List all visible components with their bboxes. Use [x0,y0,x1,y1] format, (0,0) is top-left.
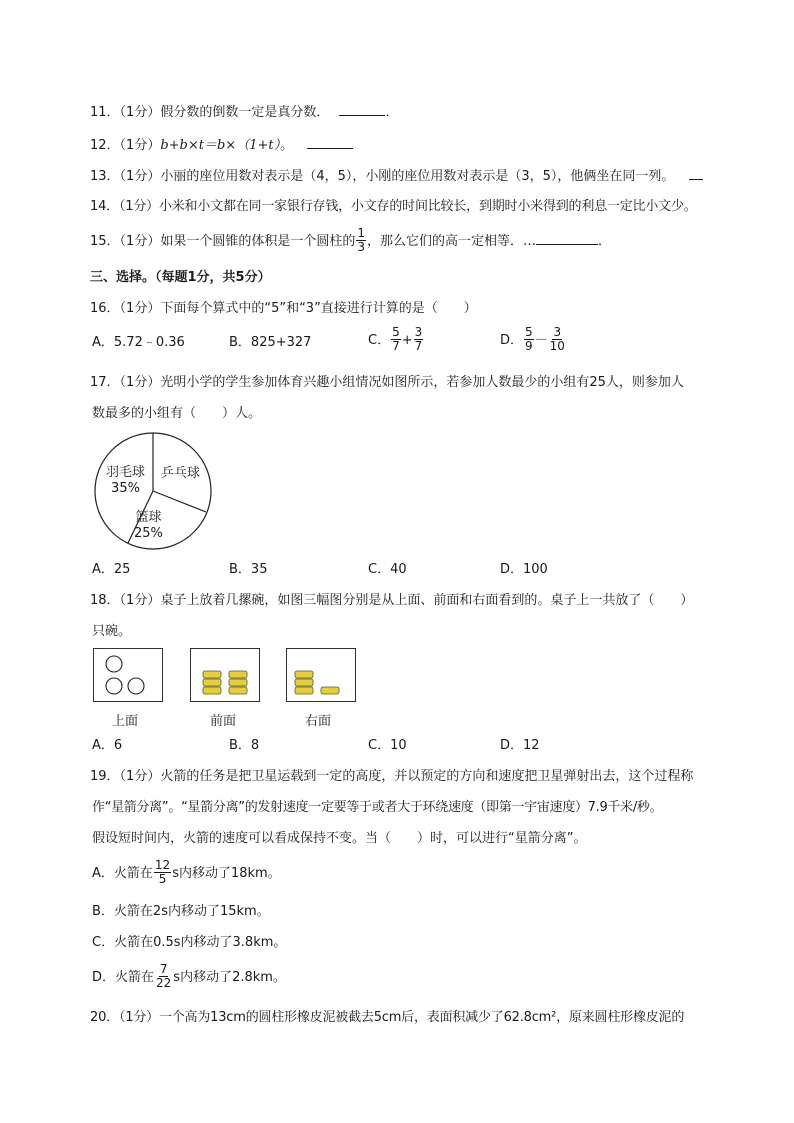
option-a[interactable]: A．火箭在 $\frac{12}{5}$ s内移动了18km。 [92,858,281,886]
question-text: 下面每个算式中的“5”和“3”直接进行计算的是（ ） [160,301,477,316]
option-a[interactable]: A．6 [92,738,123,753]
question-15 [90,228,611,255]
answer-blank[interactable] [307,136,353,149]
bowl [295,687,313,694]
option-b[interactable]: B．火箭在2s内移动了15km。 [92,904,270,919]
question-number: 20． [90,1010,119,1025]
view-caption-top: 上面 [112,714,139,729]
bowl [229,687,247,694]
question-number: 14． [90,199,119,214]
question-number: 16． [90,301,120,316]
question-12 [90,136,353,155]
question-text: 光明小学的学生参加体育兴趣小组情况如图所示，若参加人数最少的小组有25人，则参加人 [160,375,684,390]
question-text-cont: ，那么它们的高一定相等．… [366,234,536,249]
question-number: 12． [90,138,120,153]
question-score: （1分） [119,105,161,120]
front-view-bowls [191,649,259,701]
question-number: 19． [90,769,120,784]
question-score: （1分） [119,169,161,184]
bowl [229,671,247,678]
question-end-mark: ． [385,105,399,120]
question-text-line3: 假设短时间内，火箭的速度可以看成保持不变。当（ ）时，可以进行“星箭分离”。 [92,831,587,846]
option-b[interactable]: B．35 [229,562,268,577]
fraction: $\frac{5}{7}$ [392,325,400,353]
question-text-line2: 只碗。 [92,624,132,639]
bowl [295,671,313,678]
option-c[interactable] [368,327,424,354]
question-number: 18． [90,593,120,608]
view-caption-front: 前面 [210,714,237,729]
option-a[interactable]: A．25 [92,562,131,577]
operator: － [534,333,548,348]
question-17 [90,374,684,392]
answer-blank[interactable] [689,167,703,180]
question-score: （1分） [119,375,161,390]
question-11 [90,103,399,122]
question-end-mark: ． [598,234,612,249]
question-number: 17． [90,375,120,390]
question-score: （1分） [119,138,161,153]
view-top-box [93,648,163,702]
pie-label-basketball: 篮球 25% [134,510,163,541]
question-expression: b+b×t＝b×（1+t） [160,138,281,153]
question-text: 小米和小文都在同一家银行存钱，小文存的时间比较长，到期时小米得到的利息一定比小文少。 [158,199,697,214]
answer-blank[interactable] [536,232,598,245]
pie-label-badminton: 羽毛球 35% [106,465,146,496]
fraction: $\frac{3}{7}$ [414,325,423,353]
bowl-top-circle [128,678,144,694]
question-score: （1分） [119,301,161,316]
question-number: 13． [90,169,120,184]
pie-label-pingpong: 乒乓球 [161,466,201,481]
question-text: 火箭的任务是把卫星运载到一定的高度，并以预定的方向和速度把卫星弹射出去，这个过程称 [160,769,694,784]
bowl [203,671,221,678]
question-text: 如果一个圆锥的体积是一个圆柱的 [160,234,356,249]
question-text: 假分数的倒数一定是真分数． [160,105,330,120]
question-end-mark: 。 [280,138,294,153]
fraction: $\frac{3}{10}$ [549,325,565,353]
question-text: 桌子上放着几摞碗，如图三幅图分别是从上面、前面和右面看到的。桌子上一共放了（ ） [160,593,694,608]
question-score: （1分） [118,199,159,214]
option-d[interactable]: D．火箭在 $\frac{7}{22}$ s内移动了2.8km。 [92,962,286,990]
option-b[interactable]: B．825+327 [229,335,312,350]
option-label: D． [500,333,524,348]
question-text: 小丽的座位用数对表示是（4，5），小刚的座位用数对表示是（3，5），他俩坐在同一列。 [160,169,675,184]
question-number: 15． [90,234,120,249]
bowl [229,679,247,686]
question-text: 一个高为13cm的圆柱形橡皮泥被截去5cm后，表面积减少了62.8cm²，原来圆柱形橡皮泥的 [158,1010,685,1025]
question-text-line2: 数最多的小组有（ ）人。 [92,406,262,421]
option-c[interactable]: C．火箭在0.5s内移动了3.8km。 [92,935,287,950]
question-19 [90,768,693,786]
fraction: $\frac{5}{9}$ [525,325,533,353]
option-c[interactable]: C．40 [368,562,407,577]
option-a[interactable]: A．5.72﹣0.36 [92,335,185,350]
question-16 [90,300,477,318]
bowl-top-circle [106,678,122,694]
question-score: （1分） [118,1010,159,1025]
view-front-box [190,648,260,702]
question-number: 11． [90,105,120,120]
question-13 [90,167,703,186]
option-c[interactable]: C．10 [368,738,407,753]
view-right-box [286,648,356,702]
bowl [321,687,339,694]
fraction: $\frac{1}{3}$ [357,226,365,254]
fraction: $\frac{12}{5}$ [154,858,171,886]
bowl [295,679,313,686]
question-score: （1分） [119,593,161,608]
bowl-top-circle [106,656,122,672]
operator: + [401,333,413,348]
section-title: 三、选择。（每题1分，共5分） [90,270,271,285]
question-score: （1分） [119,769,161,784]
question-score: （1分） [119,234,161,249]
fraction: $\frac{7}{22}$ [156,962,172,990]
option-b[interactable]: B．8 [229,738,260,753]
right-view-bowls [287,649,355,701]
question-text-line2: 作“星箭分离”。“星箭分离”的发射速度一定要等于或者大于环绕速度（即第一宇宙速度）7.9千米/秒。 [92,800,663,815]
question-14 [90,198,697,216]
option-d[interactable]: D．12 [500,738,540,753]
view-caption-right: 右面 [305,714,332,729]
bowl [203,679,221,686]
option-d[interactable] [500,327,567,354]
option-label: C． [368,333,391,348]
question-20 [90,1009,684,1027]
question-18 [90,592,693,610]
bowl [203,687,221,694]
option-d[interactable]: D．100 [500,562,548,577]
answer-blank[interactable] [339,103,385,116]
